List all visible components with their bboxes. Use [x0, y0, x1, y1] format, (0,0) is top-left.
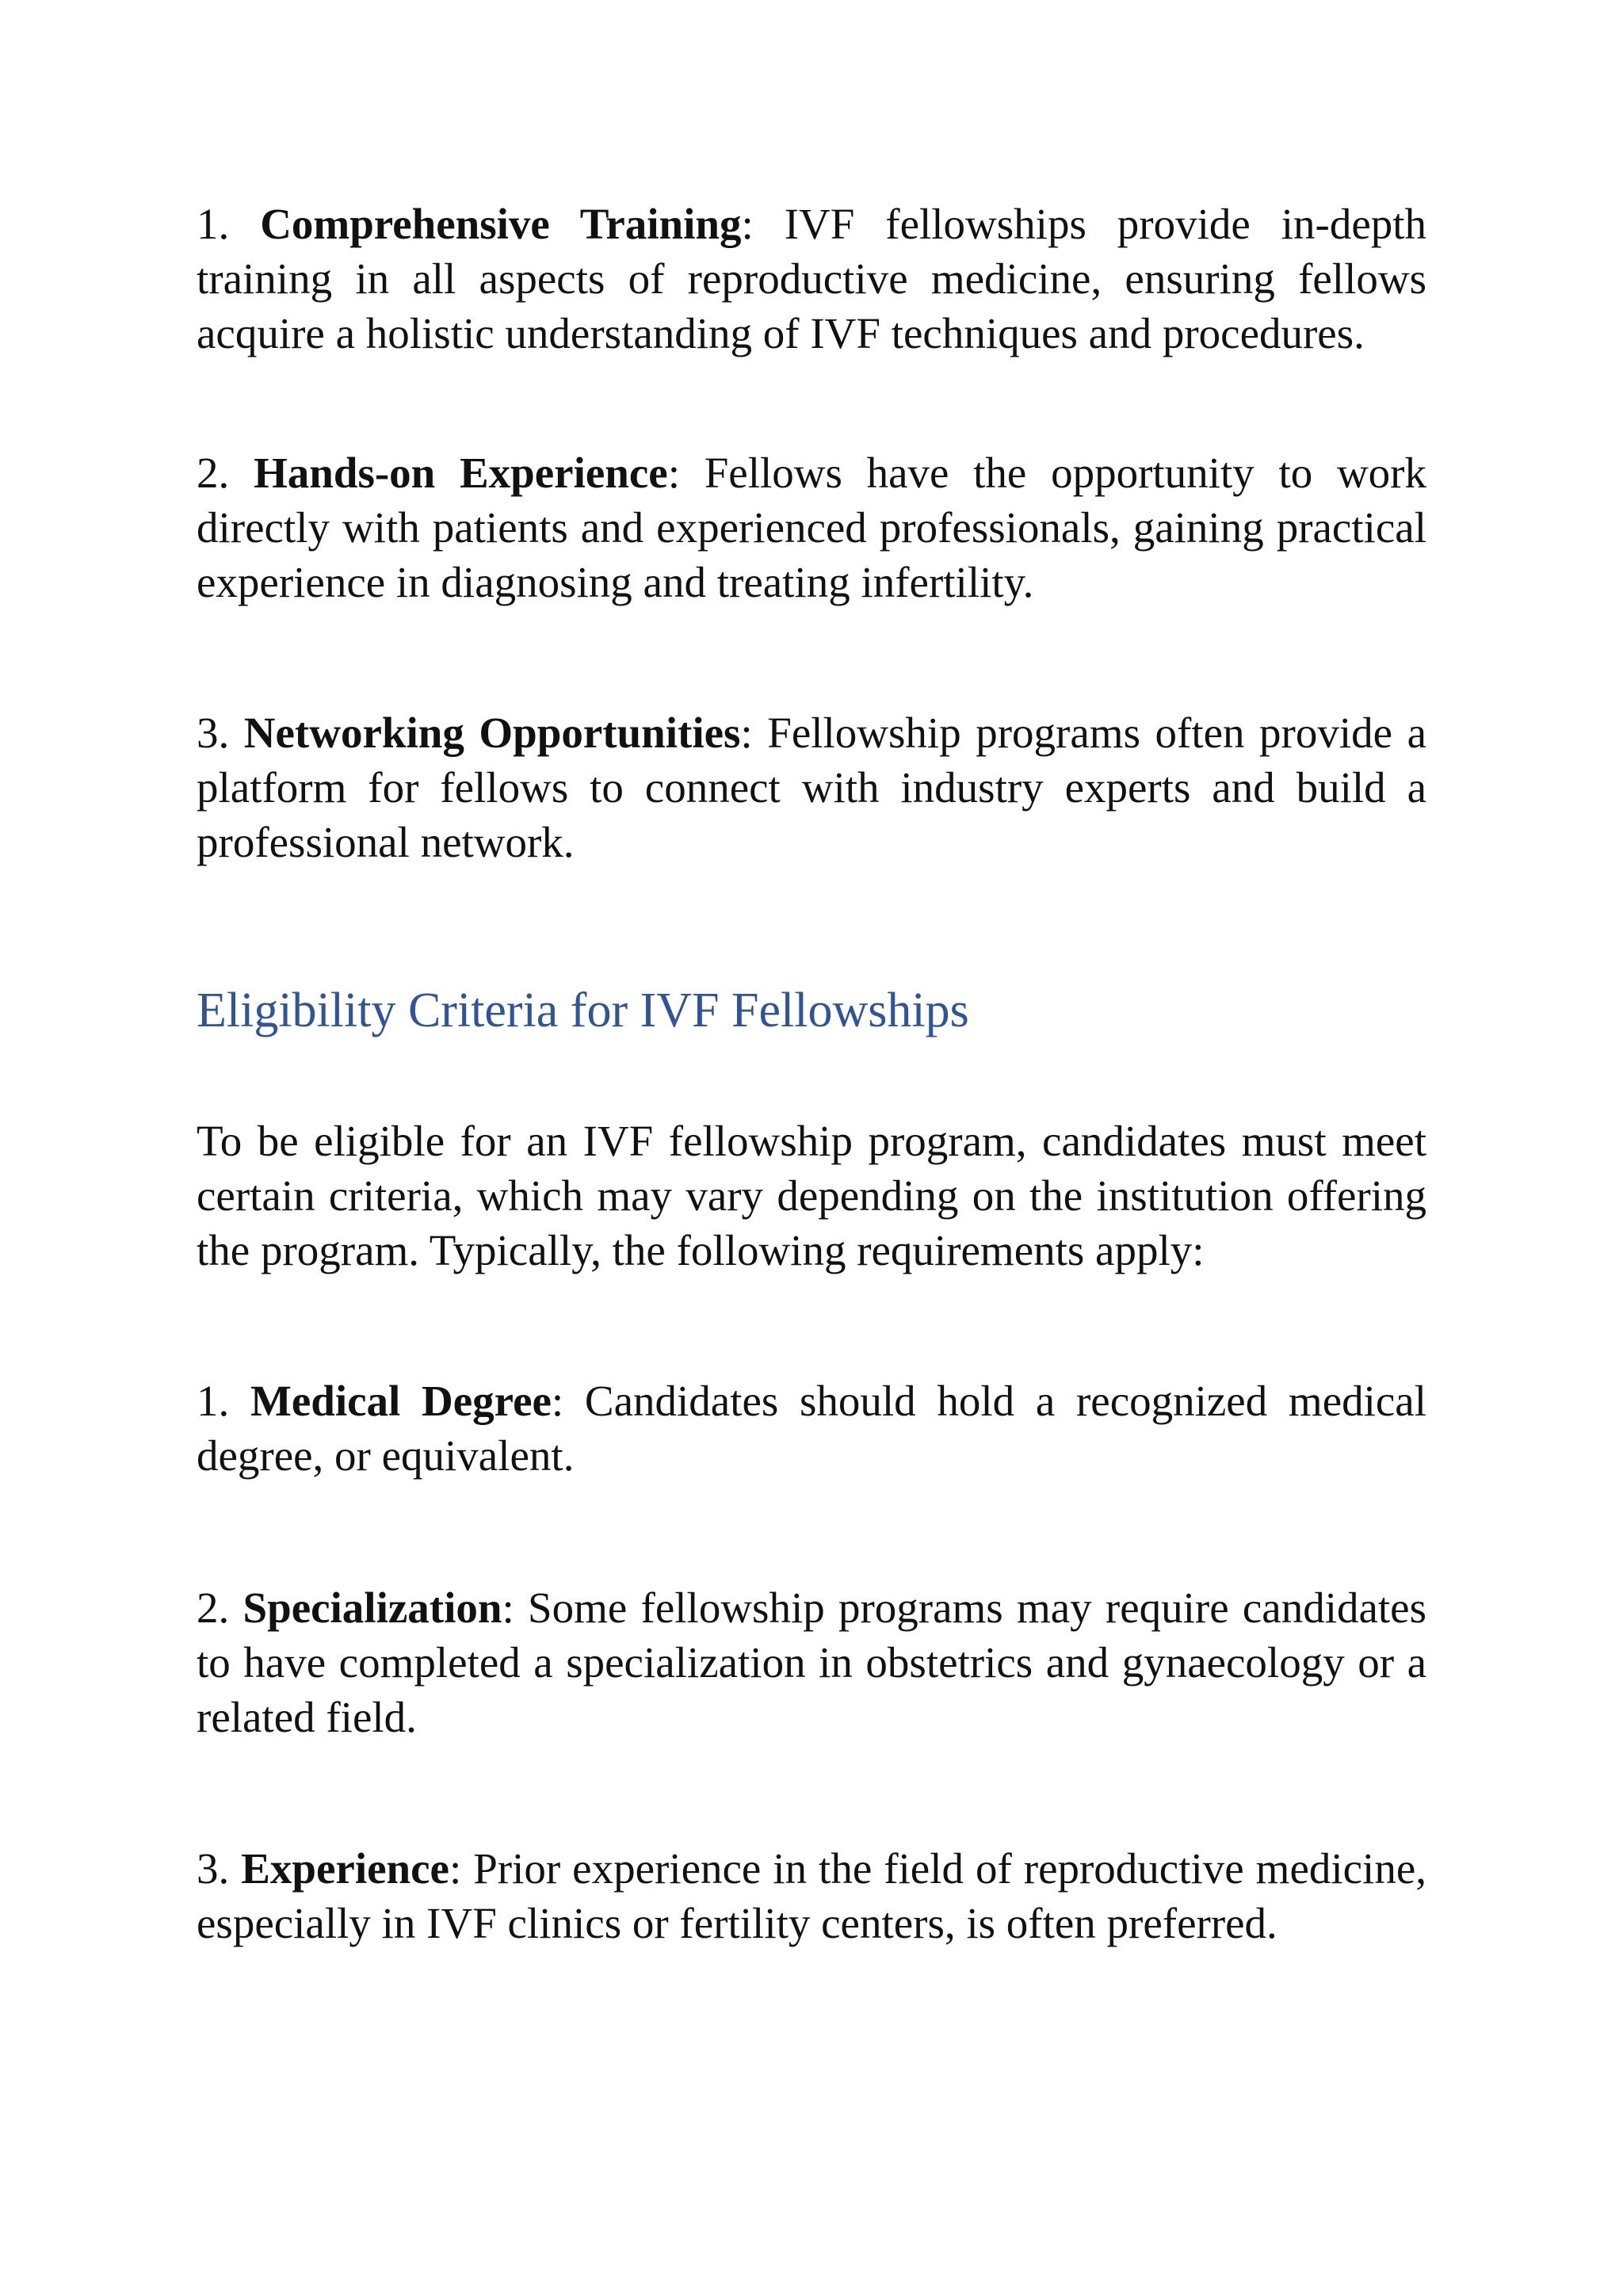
- benefit-text: : IVF fellowships provide in-depth training in all aspects of reproductive medicine, ensuring fellows acquire a holistic understanding of IVF techniques and procedures.: [197, 200, 1427, 357]
- list-number: 3.: [197, 709, 230, 757]
- benefit-text: : Fellowship programs often provide a platform for fellows to connect with industry experts and build a professional network.: [197, 709, 1427, 866]
- requirement-term: Medical Degree: [250, 1377, 552, 1425]
- benefit-term: Networking Opportunities: [243, 709, 741, 757]
- eligibility-intro-paragraph: To be eligible for an IVF fellowship program, candidates must meet certain criteria, which may vary depending on the institution offering the program. Typically, the following requirements apply:: [197, 1117, 1426, 1274]
- list-number: 1.: [197, 200, 230, 248]
- requirement-item-medical-degree: [197, 1373, 1426, 1483]
- requirement-text: : Some fellowship programs may require candidates to have completed a specialization in obstetrics and gynaecology or a related field.: [197, 1584, 1427, 1741]
- benefit-term: Comprehensive Training: [260, 200, 742, 248]
- list-number: 3.: [197, 1844, 230, 1893]
- requirement-item-specialization: [197, 1580, 1426, 1744]
- requirement-item-experience: [197, 1841, 1426, 1950]
- requirement-term: Specialization: [242, 1584, 502, 1632]
- benefit-item-hands-on-experience: [197, 445, 1426, 609]
- benefit-text: : Fellows have the opportunity to work directly with patients and experienced professionals, gaining practical experience in diagnosing and treating infertility.: [197, 449, 1427, 606]
- benefit-item-comprehensive-training: [197, 197, 1426, 361]
- list-number: 2.: [197, 1584, 230, 1632]
- list-number: 2.: [197, 449, 230, 497]
- section-heading-eligibility: Eligibility Criteria for IVF Fellowships: [197, 984, 969, 1037]
- benefit-term: Hands-on Experience: [253, 449, 668, 497]
- list-number: 1.: [197, 1377, 230, 1425]
- requirement-text: : Prior experience in the field of reproductive medicine, especially in IVF clinics or fertility centers, is often preferred.: [197, 1844, 1426, 1947]
- requirement-text: : Candidates should hold a recognized medical degree, or equivalent.: [197, 1377, 1426, 1480]
- benefit-item-networking-opportunities: [197, 705, 1426, 869]
- requirement-term: Experience: [241, 1844, 449, 1893]
